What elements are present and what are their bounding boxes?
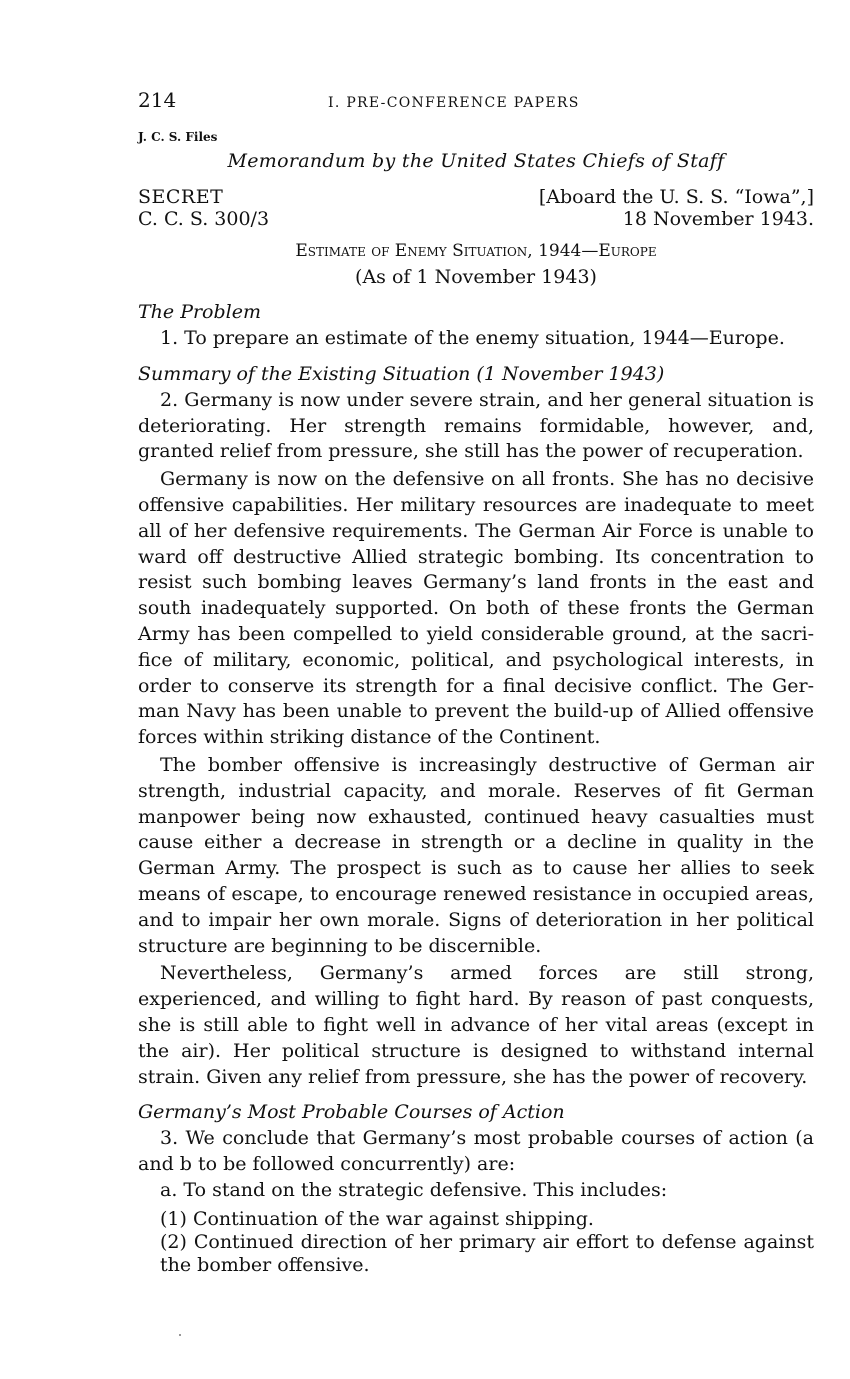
- summary-paragraph: The bomber offensive is increasingly destructive of German air strength, industrial capacity, and morale. Reserves of fit German manpower being now exhausted, continued heavy casualties must cause either a decrease in strength or a decline in quality in the German Army. The prospect is such as to cause her allies to seek means of escape, to encourage renewed resistance in occupied areas, and to impair her own morale. Signs of deterioration in her political structure are beginning to be discernible.: [138, 753, 814, 957]
- memo-title: Memorandum by the United States Chiefs of Staff: [227, 150, 725, 172]
- location: [Aboard the U. S. S. “Iowa”,]: [538, 186, 814, 208]
- courses-intro: 3. We conclude that Germany’s most probable courses of action (a and b to be followed concurrently) are:: [138, 1127, 814, 1176]
- meta-row-1: [138, 186, 814, 208]
- item-a: a. To stand on the strategic defensive. This includes:: [160, 1178, 668, 1201]
- summary-heading: Summary of the Existing Situation (1 November 1943): [138, 362, 665, 385]
- problem-text: 1. To prepare an estimate of the enemy situation, 1944—Europe.: [160, 327, 785, 349]
- classification: SECRET: [138, 186, 224, 208]
- summary-paragraph: Nevertheless, Germany’s armed forces are still strong, experienced, and willing to fight hard. By reason of past conquests, she is still able to fight well in advance of her vital areas (except in the air). Her political structure is designed to withstand internal strain. Given any relief from pressure, she has the power of recovery.: [138, 962, 814, 1088]
- estimate-subtitle: (As of 1 November 1943): [355, 266, 597, 288]
- running-head: I. PRE-CONFERENCE PAPERS: [328, 95, 580, 111]
- summary-paragraph: Germany is now on the defensive on all fronts. She has no decisive offensive capabilities. Her military resources are inadequate to meet all of her defensive requirements. The German Air Force is unable to ward off destructive Allied strategic bombing. Its concentration to resist such bombing leaves Germany’s land fronts in the east and south inadequately supported. On both of these fronts the German Army has been compelled to yield considerable ground, at the sacrifice of military, economic, political, and psychological interests, in order to conserve its strength for a final decisive conflict. The German Navy has been unable to prevent the build-up of Allied offensive forces within striking distance of the Continent.: [138, 468, 814, 749]
- estimate-title: Estimate of Enemy Situation, 1944—Europe: [295, 241, 657, 261]
- summary-paragraph: 2. Germany is now under severe strain, and her general situation is deteriorating. Her strength remains formidable, however, and, granted relief from pressure, she still has the power of recuperation.: [138, 388, 814, 463]
- page-number: 214: [138, 88, 177, 112]
- list-item: (2) Continued direction of her primary air effort to defense against the bomber offensive.: [160, 1230, 814, 1276]
- courses-heading: Germany’s Most Probable Courses of Action: [138, 1101, 565, 1124]
- files-label: J. C. S. Files: [138, 130, 218, 144]
- document-number: C. C. S. 300/3: [138, 208, 270, 230]
- page-header: [138, 88, 814, 122]
- document-date: 18 November 1943.: [622, 208, 814, 230]
- meta-row-2: [138, 208, 814, 230]
- problem-heading: The Problem: [138, 301, 261, 323]
- scan-speck: [179, 1334, 181, 1336]
- list-item: (1) Continuation of the war against shipping.: [160, 1207, 594, 1230]
